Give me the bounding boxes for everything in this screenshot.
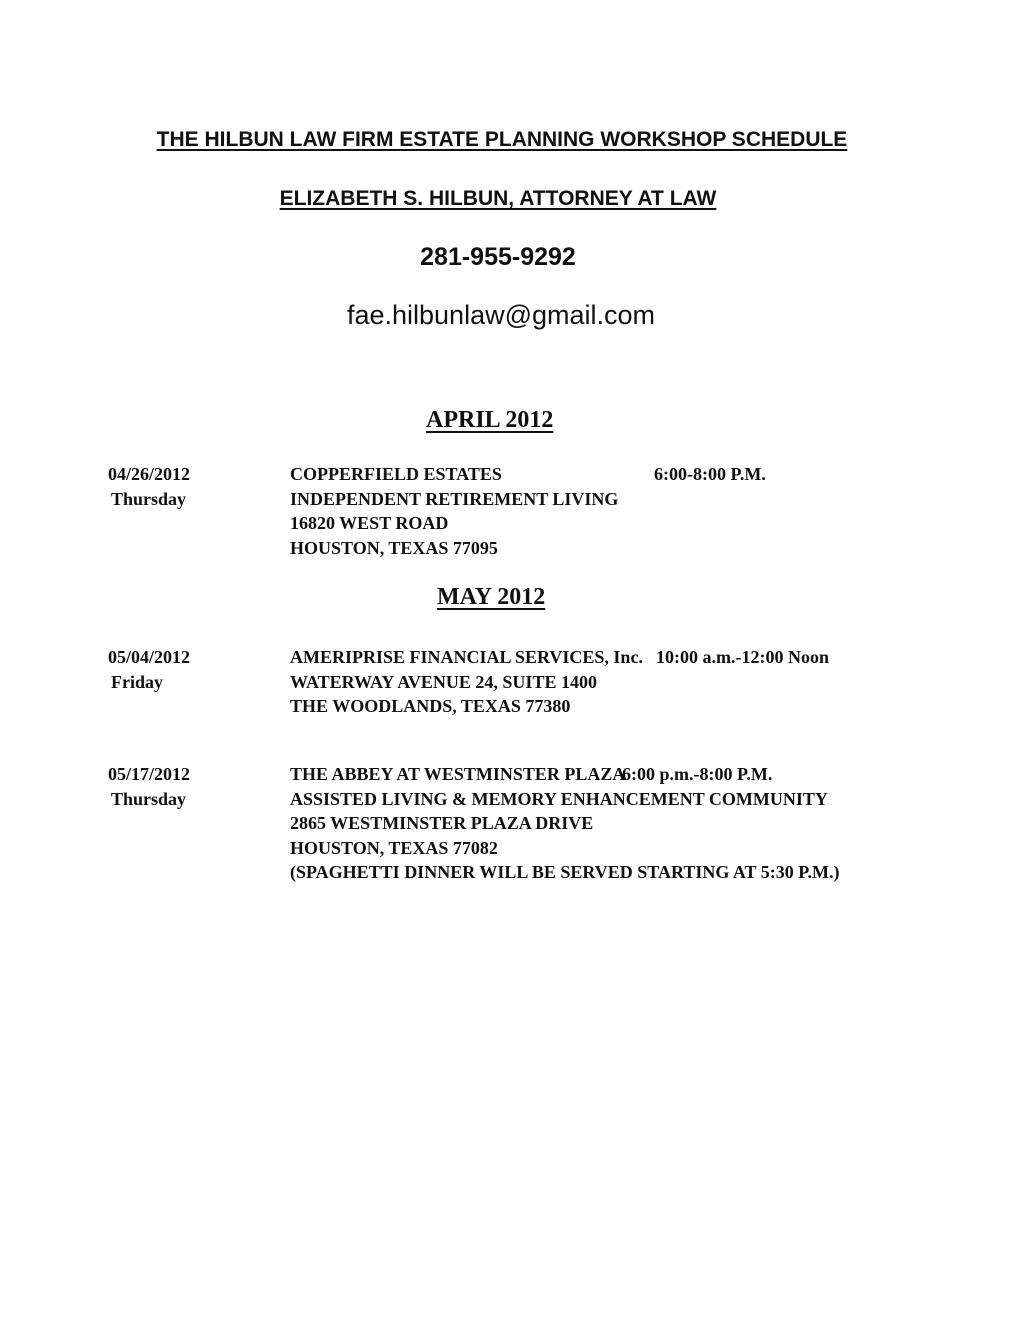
document-title: THE HILBUN LAW FIRM ESTATE PLANNING WORKSHOP SCHEDULE — [156, 128, 848, 151]
event-day: Thursday — [111, 788, 187, 809]
event-venue: AMERIPRISE FINANCIAL SERVICES, Inc. — [290, 647, 643, 667]
email-address: fae.hilbunlaw@gmail.com — [346, 300, 656, 330]
event-time: 6:00 p.m.-8:00 P.M. — [622, 764, 773, 784]
event-date: 05/17/2012 — [108, 764, 191, 784]
event-venue-type: ASSISTED LIVING & MEMORY ENHANCEMENT COMMUNITY — [290, 788, 828, 809]
event-venue-type: INDEPENDENT RETIREMENT LIVING — [290, 488, 619, 509]
event-note: (SPAGHETTI DINNER WILL BE SERVED STARTING AT 5:30 P.M.) — [290, 862, 840, 882]
event-time: 10:00 a.m.-12:00 Noon — [656, 647, 829, 667]
event-city: THE WOODLANDS, TEXAS 77380 — [290, 696, 571, 716]
event-day: Thursday — [111, 488, 187, 509]
event-street: 16820 WEST ROAD — [290, 513, 449, 533]
event-venue: THE ABBEY AT WESTMINSTER PLAZA — [290, 764, 626, 784]
event-location-block — [290, 645, 643, 719]
event-city: HOUSTON, TEXAS 77082 — [290, 837, 498, 858]
month-heading-may: MAY 2012 — [437, 584, 546, 610]
event-date: 04/26/2012 — [108, 464, 191, 484]
event-city: HOUSTON, TEXAS 77095 — [290, 537, 498, 558]
event-location-block — [290, 462, 618, 560]
event-date-block — [108, 462, 190, 511]
event-day: Friday — [111, 671, 163, 692]
phone-number: 281-955-9292 — [420, 243, 576, 271]
month-heading-april: APRIL 2012 — [426, 407, 554, 433]
attorney-name: ELIZABETH S. HILBUN, ATTORNEY AT LAW — [279, 187, 717, 210]
event-street: WATERWAY AVENUE 24, SUITE 1400 — [290, 671, 597, 692]
event-date-block — [108, 762, 190, 811]
event-date-block — [108, 645, 190, 694]
event-time: 6:00-8:00 P.M. — [654, 464, 766, 484]
event-venue: COPPERFIELD ESTATES — [290, 464, 502, 484]
event-street: 2865 WESTMINSTER PLAZA DRIVE — [290, 813, 594, 833]
event-date: 05/04/2012 — [108, 647, 191, 667]
